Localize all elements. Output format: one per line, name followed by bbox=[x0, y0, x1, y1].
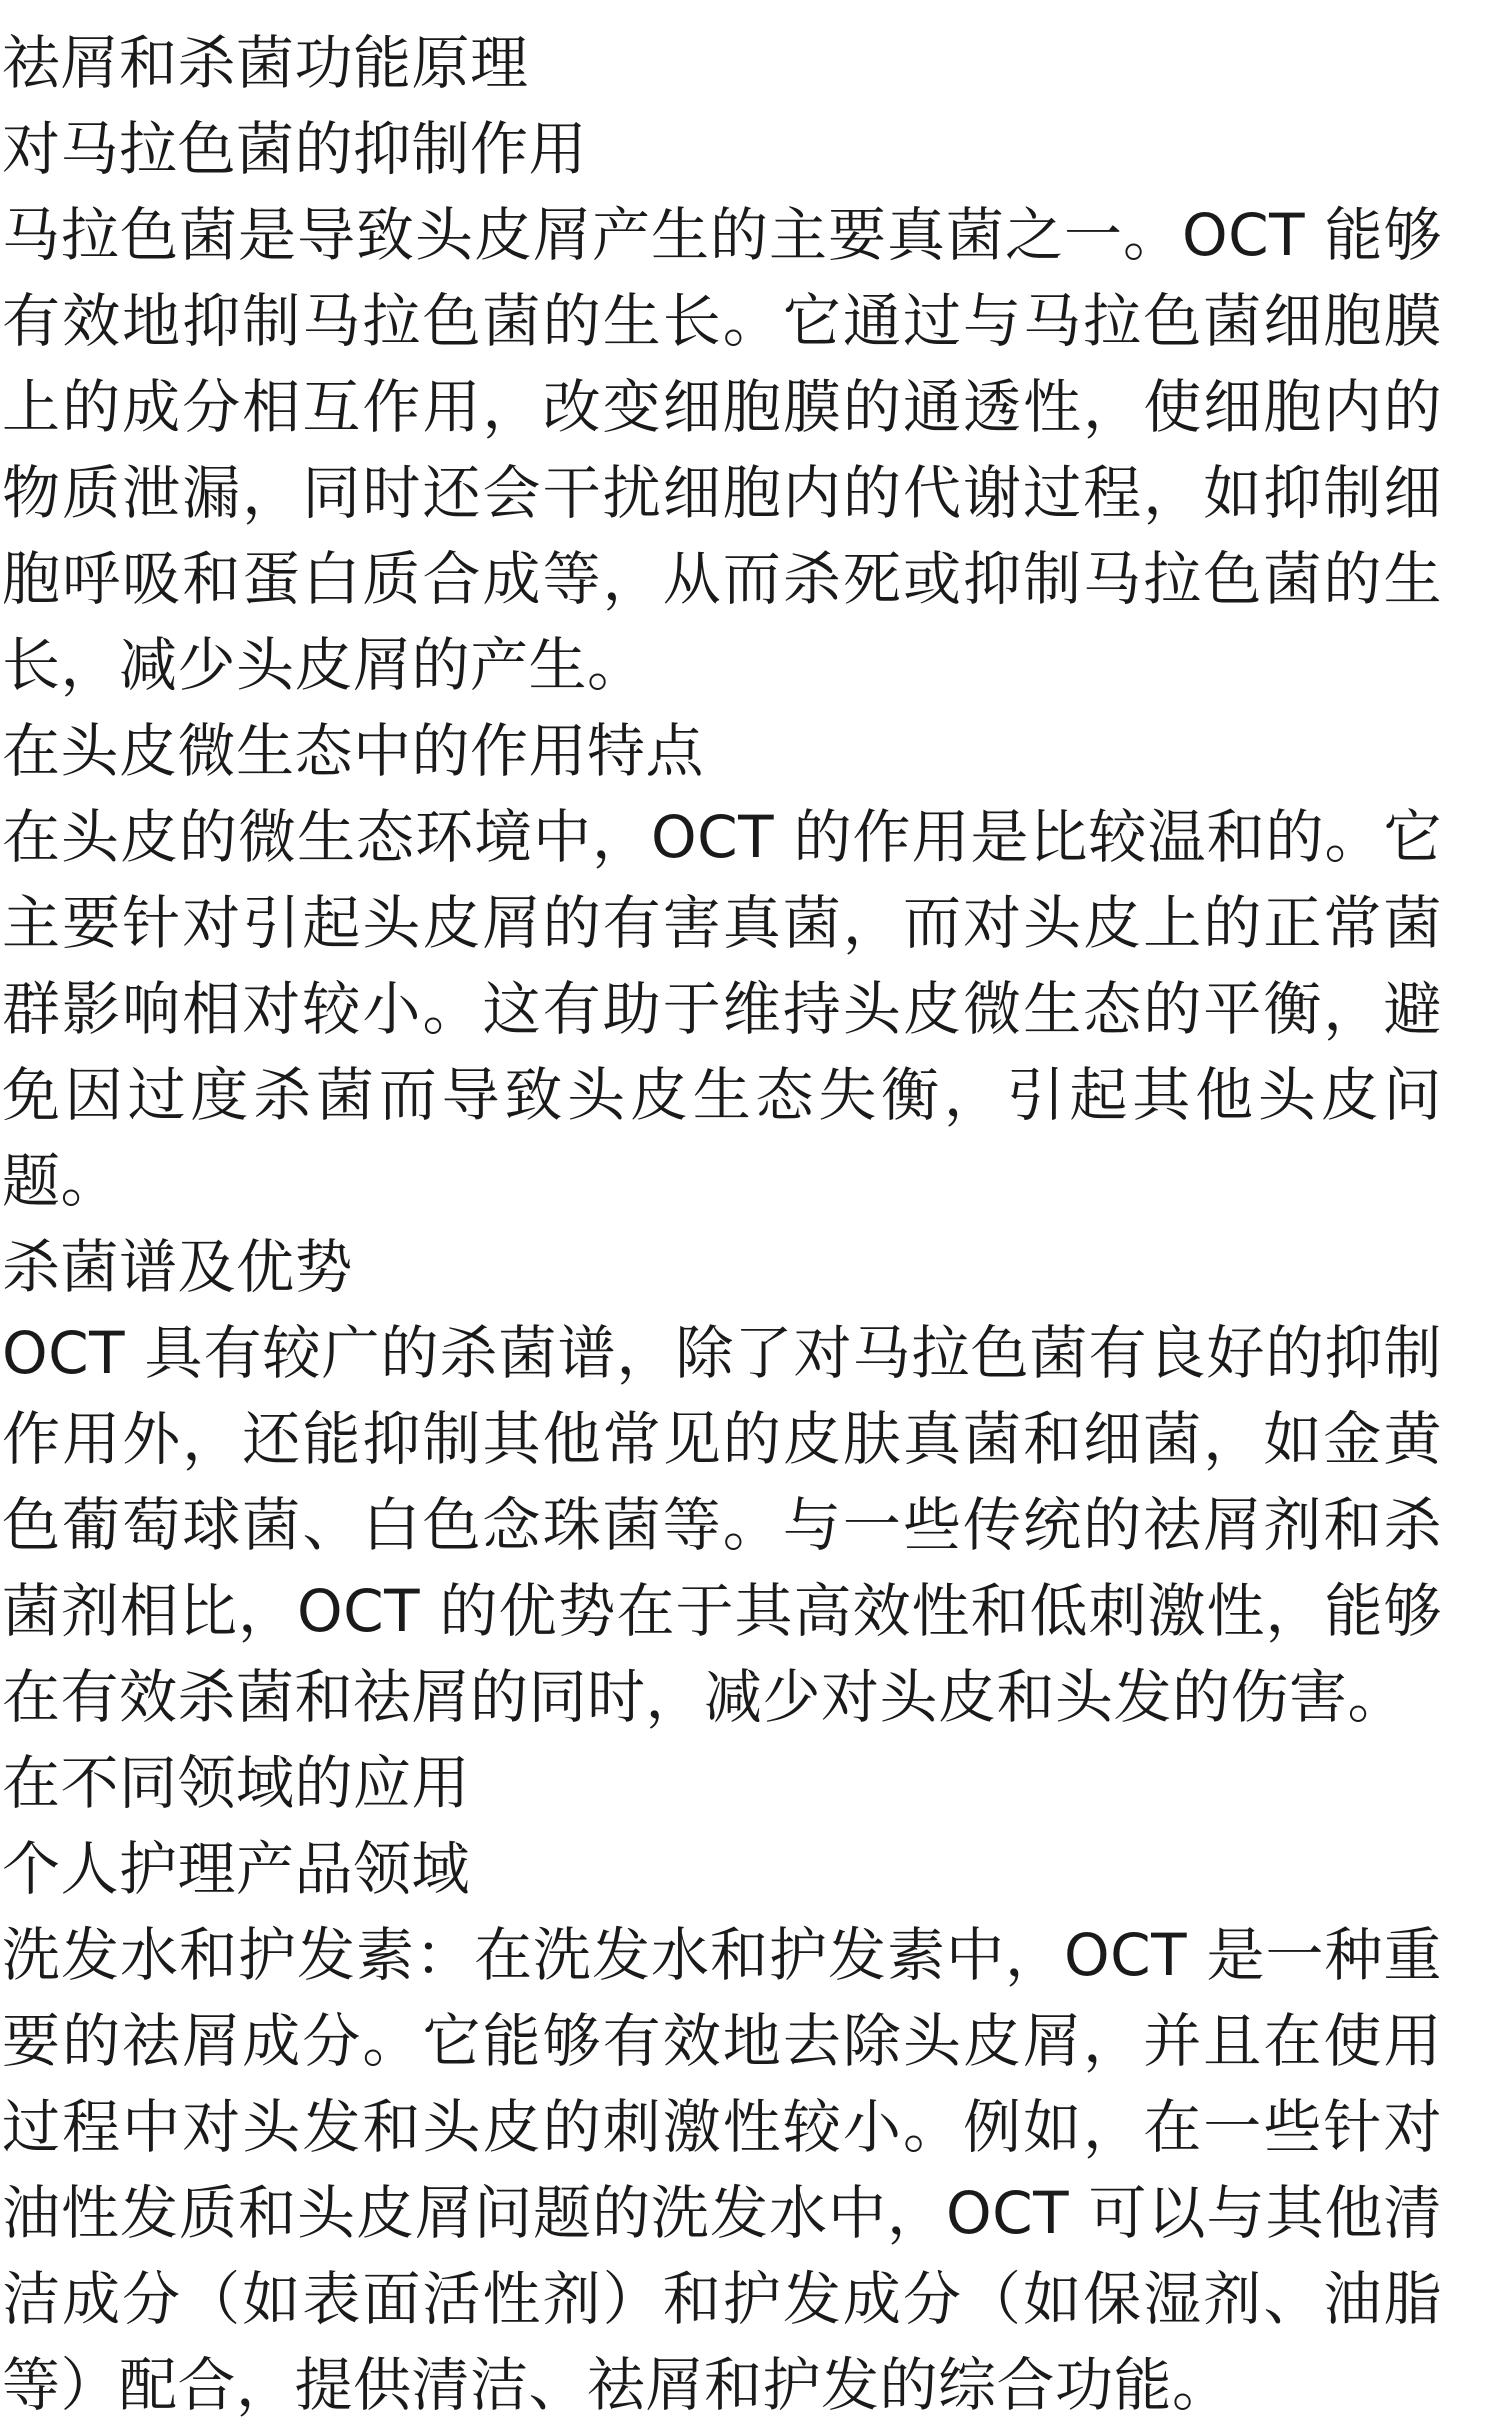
subsection-heading: 对马拉色菌的抑制作用 bbox=[2, 115, 588, 183]
subsection-heading: 个人护理产品领域 bbox=[2, 1835, 471, 1903]
paragraph-spectrum: OCT 具有较广的杀菌谱，除了对马拉色菌有良好的抑制作用外，还能抑制其他常见的皮肤真菌和细菌，如金黄色葡萄球菌、白色念珠菌等。与一些传统的祛屑剂和杀菌剂相比，OCT 的优势在于其高效性和低刺激性，能够在有效杀菌和祛屑的同时，减少对头皮和头发的伤害。 bbox=[2, 1319, 1442, 1731]
section-heading: 在不同领域的应用 bbox=[2, 1749, 471, 1817]
paragraph-microecology: 在头皮的微生态环境中，OCT 的作用是比较温和的。它主要针对引起头皮屑的有害真菌，而对头皮上的正常菌群影响相对较小。这有助于维持头皮微生态的平衡，避免因过度杀菌而导致头皮生态失衡，引起其他头皮问题。 bbox=[2, 803, 1442, 1215]
section-heading: 祛屑和杀菌功能原理 bbox=[2, 29, 529, 97]
subsection-heading: 在头皮微生态中的作用特点 bbox=[2, 717, 705, 785]
paragraph-malassezia: 马拉色菌是导致头皮屑产生的主要真菌之一。OCT 能够有效地抑制马拉色菌的生长。它通过与马拉色菌细胞膜上的成分相互作用，改变细胞膜的通透性，使细胞内的物质泄漏，同时还会干扰细胞内的代谢过程，如抑制细胞呼吸和蛋白质合成等，从而杀死或抑制马拉色菌的生长，减少头皮屑的产生。 bbox=[2, 201, 1442, 699]
subsection-heading: 杀菌谱及优势 bbox=[2, 1233, 354, 1301]
paragraph-shampoo: 洗发水和护发素：在洗发水和护发素中，OCT 是一种重要的祛屑成分。它能够有效地去除头皮屑，并且在使用过程中对头发和头皮的刺激性较小。例如，在一些针对油性发质和头皮屑问题的洗发水中，OCT 可以与其他清洁成分（如表面活性剂）和护发成分（如保湿剂、油脂等）配合，提供清洁、祛屑和护发的综合功能。 bbox=[2, 1921, 1442, 2419]
